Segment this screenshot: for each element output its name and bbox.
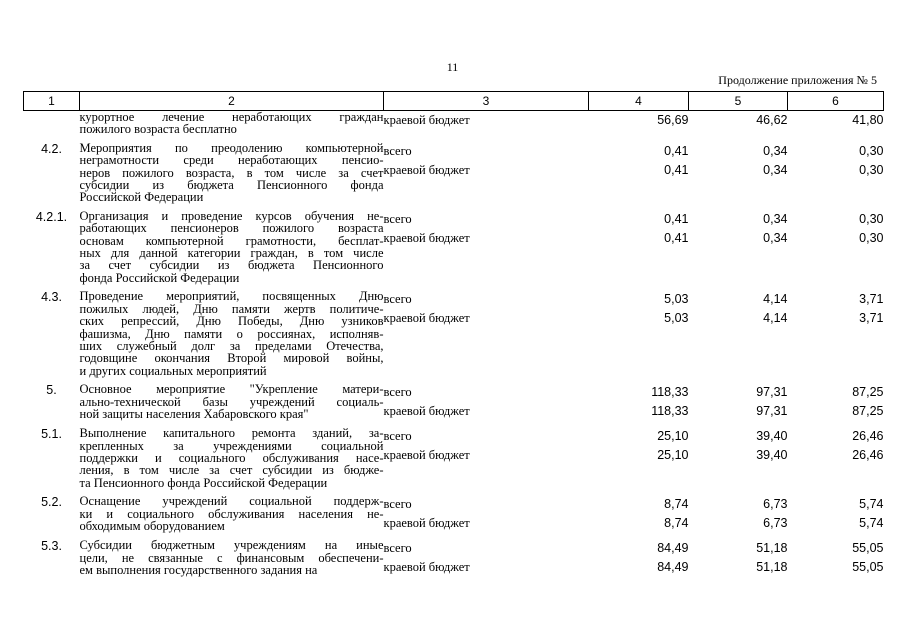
column-header: 6 [788,92,884,111]
value-line: 0,30 [859,143,884,158]
value-line: 3,71 [859,292,884,307]
table-row [24,210,884,290]
column-header: 1 [24,92,80,111]
value-line: 0,30 [859,211,884,226]
value-line: 8,74 [664,516,689,531]
description-line: неров пожилого возраста, в том числе за счет [79,165,384,180]
funding-source-line: краевой бюджет [383,162,470,177]
description-line: годовщине окончания Второй мировой войны, [79,351,384,366]
value-line: 55,05 [852,560,884,575]
value-cell-v6 [788,427,884,495]
funding-source [384,111,589,142]
table-row [24,383,884,427]
funding-source-line: краевой бюджет [383,516,470,531]
description-line: за счет субсидии из бюджета Пенсионного [79,258,384,273]
row-description [80,427,384,495]
funding-source-line: краевой бюджет [383,311,470,326]
page-number: 11 [446,60,459,74]
value-line: 118,33 [651,404,689,419]
value-line: 0,30 [859,230,884,245]
description-line: Проведение мероприятий, посвященных Дню [79,289,384,304]
value-line: 84,49 [657,541,689,556]
value-line: 0,34 [763,162,788,177]
value-line: 87,25 [852,385,884,400]
value-cell-v4 [589,210,689,290]
funding-source [384,210,589,290]
value-cell-v5 [689,111,788,142]
value-line: 0,41 [664,143,689,158]
row-number: 4.2.1. [35,209,68,224]
table-row [24,142,884,210]
row-description [80,111,384,142]
description-line: ки и социального обслуживания населения не- [79,506,384,521]
value-line: 5,74 [859,497,884,512]
row-number: 4.2. [41,141,62,156]
funding-source-line: краевой бюджет [383,113,470,127]
description-line: фашизма, Дню памяти о россиянах, исполняв- [79,326,384,341]
value-line: 8,74 [664,497,689,512]
value-line: 0,41 [664,162,689,177]
row-number: 5.3. [41,539,62,554]
value-line: 84,49 [657,560,689,575]
description-line: основам компьютерной грамотности, бесплат- [79,233,384,248]
value-line: 97,31 [756,404,788,419]
value-line: 0,30 [859,162,884,177]
description-line: крепленных за учреждениями социальной [79,438,384,453]
value-line: 0,34 [763,211,788,226]
value-cell-v4 [589,495,689,539]
value-line: 0,34 [763,143,788,158]
value-cell-v6 [788,539,884,583]
description-line: ем выполнения государственного задания на [79,562,318,577]
value-cell-v5 [689,383,788,427]
value-line: 6,73 [763,516,788,531]
value-line: 5,03 [664,311,689,326]
value-line: 118,33 [651,385,689,400]
description-line: обходимым оборудованием [79,518,225,533]
funding-source [384,427,589,495]
value-cell-v4 [589,111,689,142]
description-line: ления, в том числе за счет субсидии из бюдже- [79,463,384,478]
row-number: 5.2. [41,495,62,510]
value-line: 41,80 [852,113,884,127]
description-line: поддержки и социального обслуживания насе- [79,450,384,465]
column-header: 5 [689,92,788,111]
description-line: и других социальных мероприятий [79,363,267,378]
value-line: 87,25 [852,404,884,419]
value-cell-v6 [788,383,884,427]
funding-source-line: всего [383,429,412,444]
value-cell-v6 [788,290,884,383]
value-line: 0,34 [763,230,788,245]
description-line: цели, не связанные с финансовым обеспечени- [79,550,384,565]
description-line: ной защиты населения Хабаровского края" [79,406,309,421]
value-line: 0,41 [664,211,689,226]
value-line: 39,40 [756,429,788,444]
value-cell-v6 [788,111,884,142]
value-cell-v5 [689,142,788,210]
column-header: 3 [384,92,589,111]
value-cell-v6 [788,142,884,210]
description-line: неграмотности среди неработающих пенсио- [79,153,384,168]
value-line: 97,31 [756,385,788,400]
value-line: 26,46 [852,429,884,444]
row-number [24,111,80,142]
funding-source-line: всего [383,143,412,158]
row-description [80,290,384,383]
row-number: 5. [46,383,57,398]
description-line: работающих пенсионеров пожилого возраста [79,221,384,236]
funding-source [384,383,589,427]
value-cell-v4 [589,539,689,583]
funding-source [384,495,589,539]
description-line: пожилых людей, Дню памяти жертв политиче- [79,301,384,316]
description-line: Субсидии бюджетным учреждениям на иные [79,538,384,553]
funding-source [384,290,589,383]
table-row [24,290,884,383]
description-line: Организация и проведение курсов обучения не- [79,208,384,223]
description-line: ших служебный долг за пределами Отечества, [79,338,384,353]
funding-source-line: краевой бюджет [383,448,470,463]
value-line: 26,46 [852,448,884,463]
value-line: 46,62 [756,113,788,127]
value-line: 51,18 [756,560,788,575]
description-line: ных для данной категории граждан, в том числе [79,246,384,261]
value-cell-v4 [589,383,689,427]
table-row [24,427,884,495]
description-line: Выполнение капитального ремонта зданий, за- [79,426,384,441]
funding-source-line: всего [383,497,412,512]
description-line: та Пенсионного фонда Российской Федерации [79,475,328,490]
row-description [80,539,384,583]
budget-table [23,91,884,583]
row-description [80,495,384,539]
value-cell-v5 [689,427,788,495]
funding-source-line: всего [383,541,412,556]
value-cell-v4 [589,427,689,495]
value-line: 55,05 [852,541,884,556]
row-description [80,210,384,290]
column-header: 4 [589,92,689,111]
value-line: 25,10 [657,448,689,463]
value-cell-v5 [689,210,788,290]
row-description [80,142,384,210]
value-line: 4,14 [763,311,788,326]
description-line: субсидии из бюджета Пенсионного фонда [79,178,384,193]
value-line: 51,18 [756,541,788,556]
table-row [24,111,884,142]
table-row [24,539,884,583]
description-line: ских репрессий, Дню Победы, Дню узников [79,314,384,329]
value-cell-v6 [788,210,884,290]
description-line: курортное лечение неработающих граждан [79,110,384,124]
row-description [80,383,384,427]
value-cell-v4 [589,142,689,210]
value-cell-v5 [689,539,788,583]
description-line: Оснащение учреждений социальной поддерж- [79,494,384,509]
funding-source-line: всего [383,292,412,307]
funding-source-line: краевой бюджет [383,560,470,575]
value-line: 3,71 [859,311,884,326]
funding-source [384,539,589,583]
funding-source-line: всего [383,385,412,400]
funding-source-line: краевой бюджет [383,404,470,419]
description-line: Российской Федерации [79,190,204,205]
description-line: Основное мероприятие "Укрепление матери- [79,382,384,397]
value-line: 0,41 [664,230,689,245]
row-number: 4.3. [41,290,62,305]
value-cell-v6 [788,495,884,539]
column-header: 2 [80,92,384,111]
funding-source-line: всего [383,211,412,226]
value-line: 4,14 [763,292,788,307]
value-line: 5,03 [664,292,689,307]
value-line: 56,69 [657,113,689,127]
value-line: 6,73 [763,497,788,512]
value-line: 39,40 [756,448,788,463]
value-cell-v5 [689,495,788,539]
value-cell-v5 [689,290,788,383]
description-line: фонда Российской Федерации [79,270,240,285]
funding-source-line: краевой бюджет [383,230,470,245]
row-number: 5.1. [41,427,62,442]
description-line: Мероприятия по преодолению компьютерной [79,140,384,155]
value-line: 25,10 [657,429,689,444]
funding-source [384,142,589,210]
table-row [24,495,884,539]
description-line: ально-технической базы учреждений социаль- [79,394,384,409]
continuation-label: Продолжение приложения № 5 [718,73,877,87]
value-cell-v4 [589,290,689,383]
value-line: 5,74 [859,516,884,531]
description-line: пожилого возраста бесплатно [79,122,237,137]
table-header-row [24,92,884,111]
